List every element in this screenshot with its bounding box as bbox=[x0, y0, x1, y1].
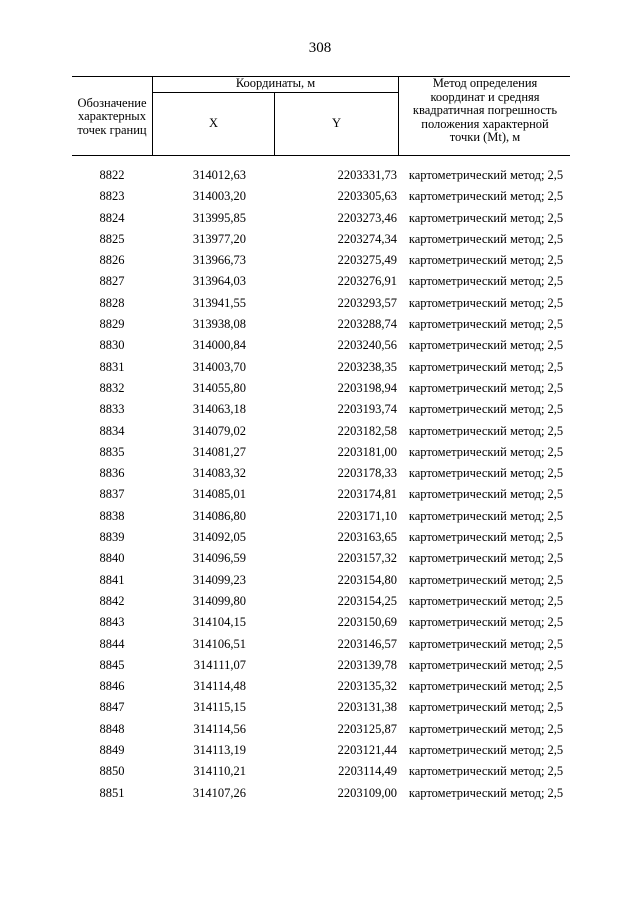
table-row bbox=[72, 719, 570, 740]
table-row bbox=[72, 761, 570, 782]
y-coordinate: 2203182,58 bbox=[337, 423, 397, 438]
point-id: 8826 bbox=[99, 253, 125, 268]
point-id: 8849 bbox=[99, 743, 125, 758]
method-cell: картометрический метод; 2,5 bbox=[408, 615, 564, 630]
y-coordinate: 2203139,78 bbox=[337, 657, 397, 672]
point-id: 8829 bbox=[99, 317, 125, 332]
point-id: 8831 bbox=[99, 359, 125, 374]
point-id: 8838 bbox=[99, 508, 125, 523]
point-id: 8844 bbox=[99, 636, 125, 651]
table-row bbox=[72, 591, 570, 612]
y-coordinate: 2203125,87 bbox=[337, 721, 397, 736]
point-id: 8841 bbox=[99, 572, 125, 587]
table-row bbox=[72, 570, 570, 591]
x-coordinate: 314115,15 bbox=[193, 700, 246, 715]
y-coordinate: 2203135,32 bbox=[337, 679, 397, 694]
y-coordinate: 2203240,56 bbox=[337, 338, 397, 353]
table-row bbox=[72, 357, 570, 378]
table-row bbox=[72, 378, 570, 399]
y-coordinate: 2203305,63 bbox=[337, 189, 397, 204]
x-coordinate: 314113,19 bbox=[193, 743, 246, 758]
x-coordinate: 314114,48 bbox=[193, 679, 246, 694]
y-coordinate: 2203146,57 bbox=[337, 636, 397, 651]
y-coordinate: 2203109,00 bbox=[337, 785, 397, 800]
method-cell: картометрический метод; 2,5 bbox=[408, 785, 564, 800]
method-cell: картометрический метод; 2,5 bbox=[408, 487, 564, 502]
table-row bbox=[72, 740, 570, 761]
method-cell: картометрический метод; 2,5 bbox=[408, 317, 564, 332]
table-row bbox=[72, 463, 570, 484]
y-coordinate: 2203238,35 bbox=[337, 359, 397, 374]
table-row bbox=[72, 421, 570, 442]
y-coordinate: 2203273,46 bbox=[337, 210, 397, 225]
y-coordinate: 2203114,49 bbox=[338, 764, 397, 779]
method-cell: картометрический метод; 2,5 bbox=[408, 657, 564, 672]
method-cell: картометрический метод; 2,5 bbox=[408, 168, 564, 182]
point-id: 8835 bbox=[99, 444, 125, 459]
x-coordinate: 314003,70 bbox=[192, 359, 246, 374]
point-id: 8823 bbox=[99, 189, 125, 204]
table-row bbox=[72, 399, 570, 420]
method-cell: картометрический метод; 2,5 bbox=[408, 530, 564, 545]
point-id: 8846 bbox=[99, 679, 125, 694]
y-coordinate: 2203275,49 bbox=[337, 253, 397, 268]
method-cell: картометрический метод; 2,5 bbox=[408, 359, 564, 374]
point-id: 8824 bbox=[99, 210, 125, 225]
y-coordinate: 2203274,34 bbox=[337, 231, 397, 246]
method-cell: картометрический метод; 2,5 bbox=[408, 295, 564, 310]
method-cell: картометрический метод; 2,5 bbox=[408, 210, 564, 225]
method-cell: картометрический метод; 2,5 bbox=[408, 466, 564, 481]
point-id: 8834 bbox=[99, 423, 125, 438]
point-id: 8825 bbox=[99, 231, 125, 246]
x-coordinate: 314092,05 bbox=[192, 530, 246, 545]
method-cell: картометрический метод; 2,5 bbox=[408, 423, 564, 438]
method-cell: картометрический метод; 2,5 bbox=[408, 764, 564, 779]
y-coordinate: 2203121,44 bbox=[337, 743, 397, 758]
x-coordinate: 314012,63 bbox=[192, 168, 246, 182]
x-coordinate: 314055,80 bbox=[192, 380, 246, 395]
table-row bbox=[72, 314, 570, 335]
y-coordinate: 2203288,74 bbox=[337, 317, 397, 332]
header-y-label: Y bbox=[331, 116, 342, 131]
y-coordinate: 2203131,38 bbox=[337, 700, 397, 715]
table-row bbox=[72, 506, 570, 527]
table-row bbox=[72, 250, 570, 271]
method-cell: картометрический метод; 2,5 bbox=[408, 274, 564, 289]
header-bottom-border bbox=[72, 155, 570, 156]
point-id: 8840 bbox=[99, 551, 125, 566]
point-id: 8843 bbox=[99, 615, 125, 630]
point-id: 8851 bbox=[99, 785, 125, 800]
point-id: 8836 bbox=[99, 466, 125, 481]
header-coords-label: Координаты, м bbox=[235, 76, 316, 91]
point-id: 8830 bbox=[99, 338, 125, 353]
method-cell: картометрический метод; 2,5 bbox=[408, 636, 564, 651]
point-id: 8845 bbox=[99, 657, 125, 672]
table-row bbox=[72, 697, 570, 718]
point-id: 8828 bbox=[99, 295, 125, 310]
y-coordinate: 2203331,73 bbox=[337, 168, 397, 182]
method-cell: картометрический метод; 2,5 bbox=[408, 679, 564, 694]
y-coordinate: 2203181,00 bbox=[337, 444, 397, 459]
table-row bbox=[72, 484, 570, 505]
table-row bbox=[72, 527, 570, 548]
method-cell: картометрический метод; 2,5 bbox=[408, 721, 564, 736]
y-coordinate: 2203276,91 bbox=[337, 274, 397, 289]
x-coordinate: 314003,20 bbox=[192, 189, 246, 204]
y-coordinate: 2203157,32 bbox=[337, 551, 397, 566]
x-coordinate: 314099,23 bbox=[192, 572, 246, 587]
x-coordinate: 314085,01 bbox=[192, 487, 246, 502]
x-coordinate: 314086,80 bbox=[192, 508, 246, 523]
method-cell: картометрический метод; 2,5 bbox=[408, 338, 564, 353]
x-coordinate: 314111,07 bbox=[193, 657, 246, 672]
method-cell: картометрический метод; 2,5 bbox=[408, 508, 564, 523]
y-coordinate: 2203174,81 bbox=[337, 487, 397, 502]
table-row bbox=[72, 208, 570, 229]
point-id: 8847 bbox=[99, 700, 125, 715]
x-coordinate: 314083,32 bbox=[192, 466, 246, 481]
table-row bbox=[72, 634, 570, 655]
table-row bbox=[72, 655, 570, 676]
table-row bbox=[72, 229, 570, 250]
x-coordinate: 314063,18 bbox=[192, 402, 246, 417]
point-id: 8842 bbox=[99, 593, 125, 608]
y-coordinate: 2203163,65 bbox=[337, 530, 397, 545]
table-body bbox=[72, 165, 570, 804]
table-row bbox=[72, 612, 570, 633]
method-cell: картометрический метод; 2,5 bbox=[408, 189, 564, 204]
y-coordinate: 2203154,25 bbox=[337, 593, 397, 608]
table-row bbox=[72, 165, 570, 186]
x-coordinate: 314081,27 bbox=[192, 444, 246, 459]
x-coordinate: 313938,08 bbox=[192, 317, 246, 332]
x-coordinate: 314079,02 bbox=[192, 423, 246, 438]
header-x-label: X bbox=[208, 116, 219, 131]
table-row bbox=[72, 293, 570, 314]
point-id: 8839 bbox=[99, 530, 125, 545]
header-point-label: Обозначение характерных точек границ bbox=[77, 95, 147, 137]
table-header bbox=[72, 76, 570, 156]
point-id: 8848 bbox=[99, 721, 125, 736]
table-row bbox=[72, 335, 570, 356]
y-coordinate: 2203154,80 bbox=[337, 572, 397, 587]
x-coordinate: 314099,80 bbox=[192, 593, 246, 608]
table-row bbox=[72, 548, 570, 569]
table-row bbox=[72, 783, 570, 804]
point-id: 8850 bbox=[99, 764, 125, 779]
point-id: 8837 bbox=[99, 487, 125, 502]
method-cell: картометрический метод; 2,5 bbox=[408, 551, 564, 566]
point-id: 8827 bbox=[99, 274, 125, 289]
y-coordinate: 2203171,10 bbox=[337, 508, 397, 523]
x-coordinate: 313977,20 bbox=[192, 231, 246, 246]
y-coordinate: 2203193,74 bbox=[337, 402, 397, 417]
x-coordinate: 314107,26 bbox=[192, 785, 246, 800]
y-coordinate: 2203293,57 bbox=[337, 295, 397, 310]
page-number: 308 bbox=[308, 40, 332, 56]
header-method-label: Метод определения координат и средняя квадратичная погрешность положения характерной точки (Mt), м bbox=[412, 76, 558, 144]
x-coordinate: 314110,21 bbox=[193, 764, 246, 779]
method-cell: картометрический метод; 2,5 bbox=[408, 743, 564, 758]
point-id: 8833 bbox=[99, 402, 125, 417]
x-coordinate: 313966,73 bbox=[192, 253, 246, 268]
method-cell: картометрический метод; 2,5 bbox=[408, 700, 564, 715]
point-id: 8832 bbox=[99, 380, 125, 395]
x-coordinate: 313941,55 bbox=[192, 295, 246, 310]
x-coordinate: 314104,15 bbox=[192, 615, 246, 630]
x-coordinate: 313964,03 bbox=[192, 274, 246, 289]
table-row bbox=[72, 676, 570, 697]
header-divider-3 bbox=[398, 76, 399, 156]
method-cell: картометрический метод; 2,5 bbox=[408, 444, 564, 459]
x-coordinate: 314114,56 bbox=[193, 721, 246, 736]
method-cell: картометрический метод; 2,5 bbox=[408, 402, 564, 417]
table-row bbox=[72, 271, 570, 292]
point-id: 8822 bbox=[99, 168, 125, 182]
table-row bbox=[72, 186, 570, 207]
x-coordinate: 314096,59 bbox=[192, 551, 246, 566]
y-coordinate: 2203198,94 bbox=[337, 380, 397, 395]
method-cell: картометрический метод; 2,5 bbox=[408, 253, 564, 268]
x-coordinate: 314000,84 bbox=[192, 338, 246, 353]
y-coordinate: 2203150,69 bbox=[337, 615, 397, 630]
x-coordinate: 313995,85 bbox=[192, 210, 246, 225]
method-cell: картометрический метод; 2,5 bbox=[408, 380, 564, 395]
method-cell: картометрический метод; 2,5 bbox=[408, 593, 564, 608]
method-cell: картометрический метод; 2,5 bbox=[408, 572, 564, 587]
y-coordinate: 2203178,33 bbox=[337, 466, 397, 481]
method-cell: картометрический метод; 2,5 bbox=[408, 231, 564, 246]
x-coordinate: 314106,51 bbox=[192, 636, 246, 651]
table-row bbox=[72, 442, 570, 463]
